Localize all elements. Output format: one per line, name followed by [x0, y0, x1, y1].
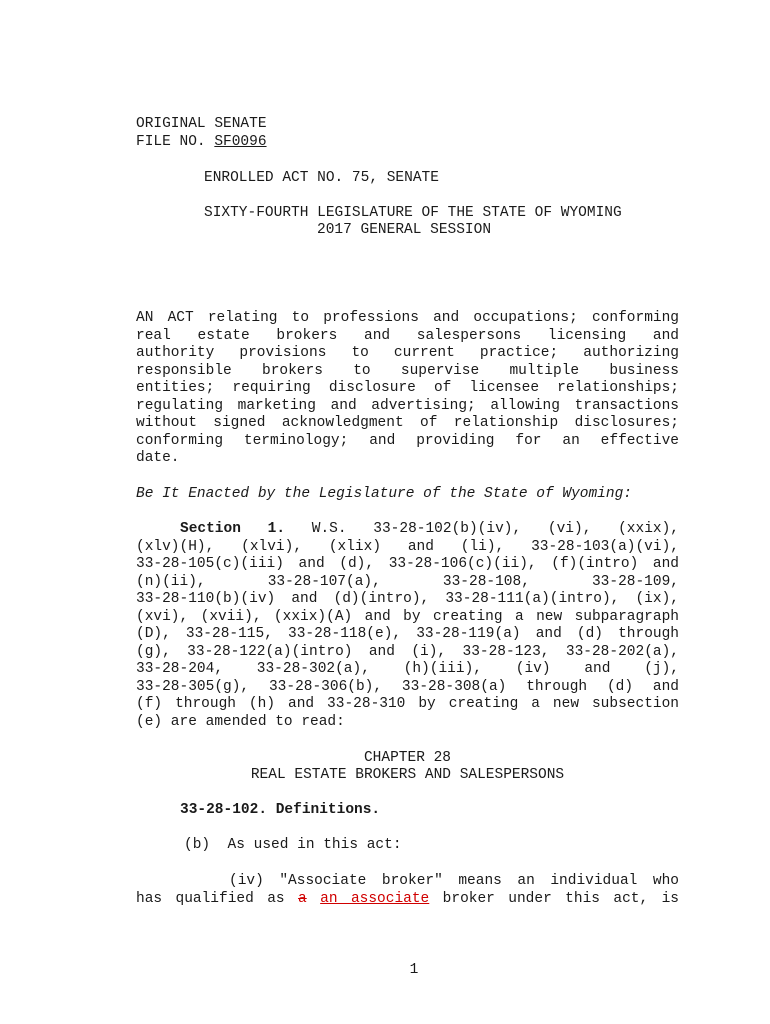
- section-1-text: W.S. 33-28-102(b)(iv), (vi), (xxix),: [311, 521, 680, 537]
- inserted-text: an associate: [320, 890, 430, 907]
- section-1-first-line: [180, 521, 679, 539]
- enacting-clause: Be It Enacted by the Legislature of the State of Wyoming:: [136, 486, 632, 502]
- section-line: 33-28-105(c)(iii) and (d), 33-28-106(c)(ii), (f)(intro) and: [136, 556, 679, 572]
- section-1-label: Section 1.: [180, 521, 286, 537]
- section-line: (e) are amended to read:: [136, 713, 345, 730]
- act-line: date.: [136, 450, 180, 466]
- enrolled-act-title: ENROLLED ACT NO. 75, SENATE: [204, 170, 439, 186]
- legislature-title: SIXTY-FOURTH LEGISLATURE OF THE STATE OF WYOMING: [204, 205, 622, 221]
- section-line: (xlv)(H), (xlvi), (xlix) and (li), 33-28-103(a)(vi),: [136, 538, 679, 555]
- section-line: (f) through (h) and 33-28-310 by creating a new subsection: [136, 696, 679, 712]
- act-line: real estate brokers and salespersons licensing and: [136, 327, 679, 344]
- act-line: authority provisions to current practice; authorizing: [136, 345, 679, 361]
- item-iv-suffix: broker under this act, is: [442, 890, 680, 907]
- original-senate-label: ORIGINAL SENATE: [136, 116, 267, 132]
- page-number: 1: [409, 962, 419, 978]
- subsection-b: (b) As used in this act:: [184, 837, 402, 853]
- section-line: 33-28-204, 33-28-302(a), (h)(iii), (iv) and (j),: [136, 661, 679, 677]
- act-line: entities; requiring disclosure of licensee relationships;: [136, 380, 679, 396]
- act-line: conforming terminology; and providing for an effective: [136, 432, 679, 449]
- section-line: (xvi), (xvii), (xxix)(A) and by creating a new subparagraph: [136, 608, 679, 625]
- file-number-line: [136, 134, 267, 152]
- act-line: responsible brokers to supervise multiple business: [136, 362, 679, 379]
- section-line: (g), 33-28-122(a)(intro) and (i), 33-28-123, 33-28-202(a),: [136, 643, 679, 660]
- file-no-label: FILE NO.: [136, 134, 206, 150]
- act-line: regulating marketing and advertising; allowing transactions: [136, 397, 679, 414]
- act-line: AN ACT relating to professions and occupations; conforming: [136, 310, 679, 326]
- chapter-title: REAL ESTATE BROKERS AND SALESPERSONS: [250, 767, 565, 783]
- section-line: (n)(ii), 33-28-107(a), 33-28-108, 33-28-109,: [136, 573, 679, 590]
- item-iv-prefix: has qualified as: [136, 890, 285, 907]
- deleted-text: a: [298, 890, 307, 907]
- file-number: SF0096: [214, 134, 267, 150]
- act-line: without signed acknowledgment of relationship disclosures;: [136, 415, 679, 431]
- item-iv-line-2: [136, 891, 679, 909]
- chapter-number: CHAPTER 28: [363, 750, 451, 766]
- definitions-heading: 33-28-102. Definitions.: [180, 802, 381, 818]
- item-iv-line-1: (iv) "Associate broker" means an individual who: [229, 873, 679, 889]
- section-line: (D), 33-28-115, 33-28-118(e), 33-28-119(a) and (d) through: [136, 626, 679, 642]
- section-line: 33-28-110(b)(iv) and (d)(intro), 33-28-111(a)(intro), (ix),: [136, 591, 679, 607]
- section-line: 33-28-305(g), 33-28-306(b), 33-28-308(a) through (d) and: [136, 678, 679, 695]
- session-title: 2017 GENERAL SESSION: [317, 222, 492, 238]
